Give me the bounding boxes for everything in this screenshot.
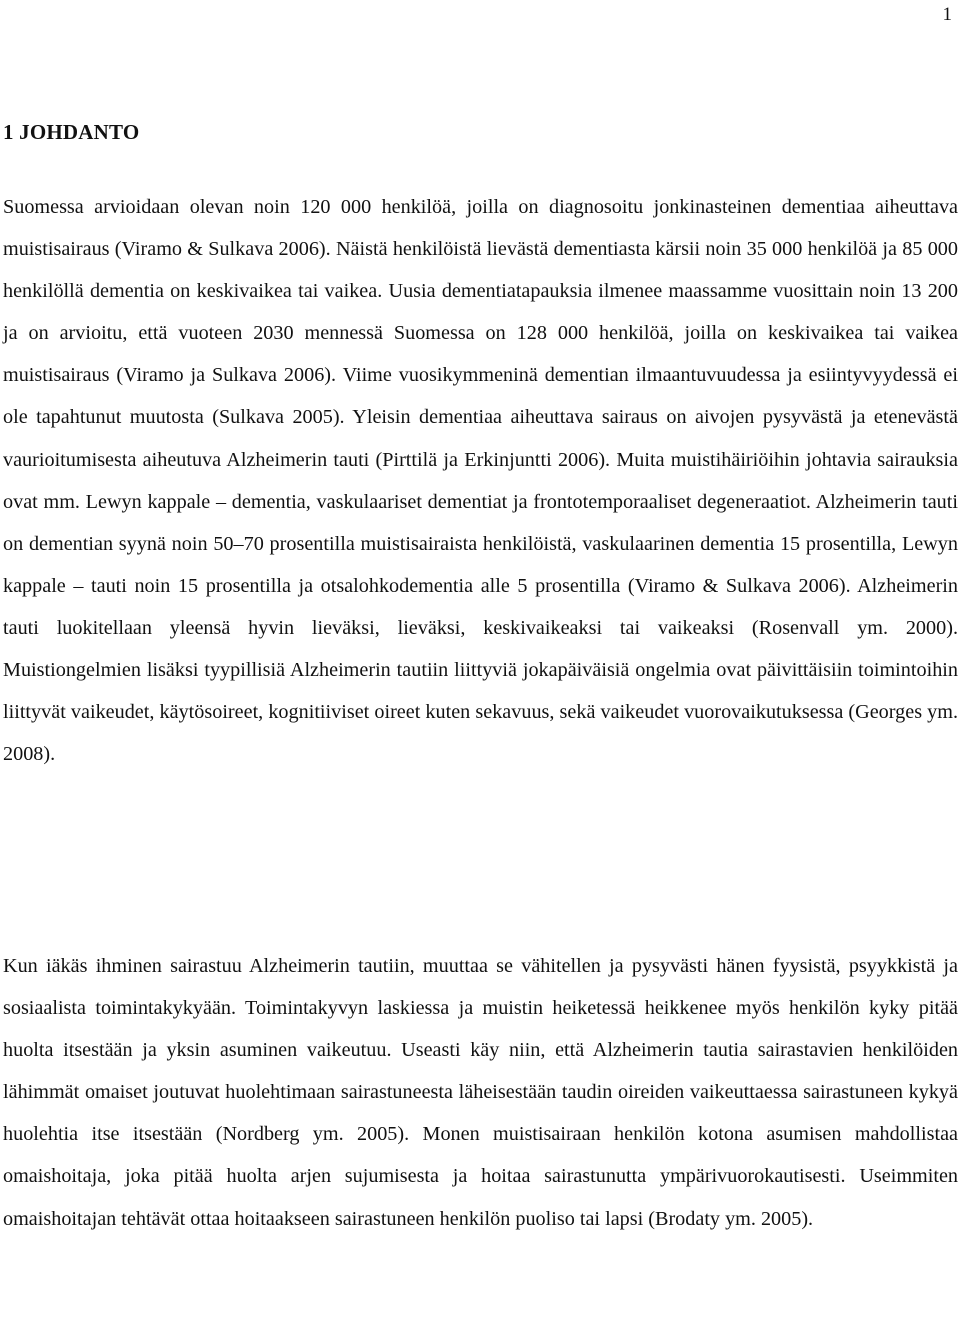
body-paragraph-1: Suomessa arvioidaan olevan noin 120 000 henkilöä, joilla on diagnosoitu jonkinasteinen dementiaa aiheuttava muistisairaus (Viramo & Sulkava 2006). Näistä henkilöistä lievästä dementiasta kärsii noin 35 000 henkilöä ja 85 000 henkilöllä dementia on keskivaikea tai vaikea. Uusia dementiatapauksia ilmenee maassamme vuosittain noin 13 200 ja on arvioitu, että vuoteen 2030 mennessä Suomessa on 128 000 henkilöä, joilla on keskivaikea tai vaikea muistisairaus (Viramo ja Sulkava 2006). Viime vuosikymmeninä dementian ilmaantuvuudessa ja esiintyvyydessä ei ole tapahtunut muutosta (Sulkava 2005). Yleisin dementiaa aiheuttava sairaus on aivojen pysyvästä ja etenevästä vaurioitumisesta aiheutuva Alzheimerin tauti (Pirttilä ja Erkinjuntti 2006). Muita muistihäiriöihin johtavia sairauksia ovat mm. Lewyn kappale – dementia, vaskulaariset dementiat ja frontotemporaaliset degeneraatiot. Alzheimerin tauti on dementian syynä noin 50–70 prosentilla muistisairaista henkilöistä, vaskulaarinen dementia 15 prosentilla, Lewyn kappale – tauti noin 15 prosentilla ja otsalohkodementia alle 5 prosentilla (Viramo & Sulkava 2006). Alzheimerin tauti luokitellaan yleensä hyvin lieväksi, lieväksi, keskivaikeaksi tai vaikeaksi (Rosenvall ym. 2000). Muistiongelmien lisäksi tyypillisiä Alzheimerin tautiin liittyviä jokapäiväisiä ongelmia ovat päivittäisiin toimintoihin liittyvät vaikeudet, käytösoireet, kognitiiviset oireet kuten sekavuus, sekä vaikeudet vuorovaikutuksessa (Georges ym. 2008). [3, 196, 958, 766]
section-heading: 1 JOHDANTO [3, 120, 140, 144]
body-paragraph-2: Kun iäkäs ihminen sairastuu Alzheimerin tautiin, muuttaa se vähitellen ja pysyvästi hänen fyysistä, psyykkistä ja sosiaalista toimintakykyään. Toimintakyvyn laskiessa ja muistin heiketessä heikkenee myös henkilön kyky pitää huolta itsestään ja yksin asuminen vaikeutuu. Useasti käy niin, että Alzheimerin tautia sairastavien henkilöiden lähimmät omaiset joutuvat huolehtimaan sairastuneesta läheisestään taudin oireiden vaikeuttaessa sairastuneen kykyä huolehtia itse itsestään (Nordberg ym. 2005). Monen muistisairaan henkilön kotona asumisen mahdollistaa omaishoitaja, joka pitää huolta arjen sujumisesta ja hoitaa sairastunutta ympärivuorokautisesti. Useimmiten omaishoitajan tehtävät ottaa hoitaakseen sairastuneen henkilön puoliso tai lapsi (Brodaty ym. 2005). [3, 955, 958, 1230]
page-number: 1 [942, 4, 952, 25]
